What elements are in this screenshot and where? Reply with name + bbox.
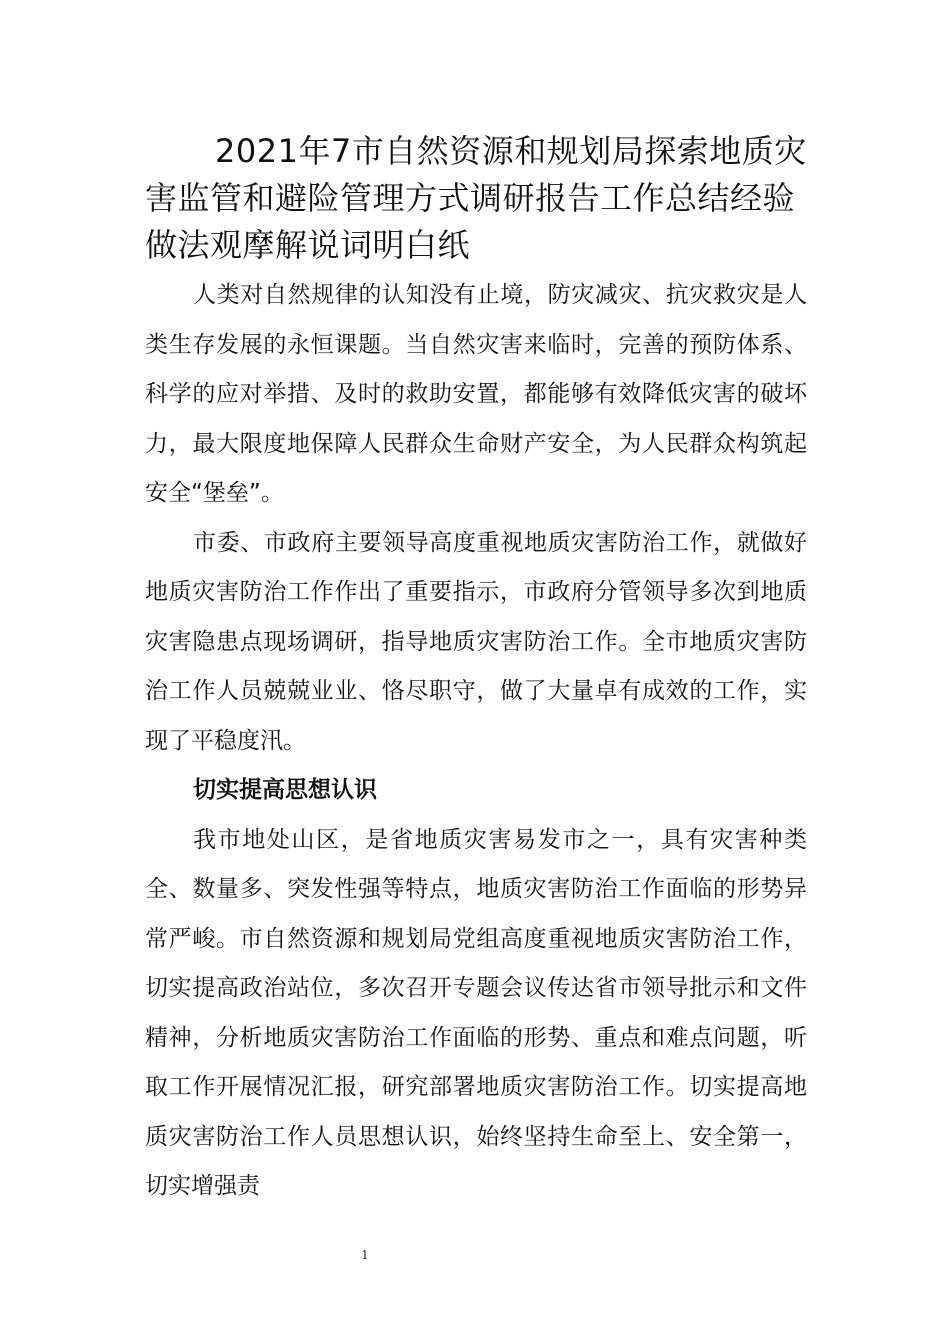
document-body (145, 128, 807, 1212)
page-number: 1 (361, 1248, 369, 1262)
section-heading: 切实提高思想认识 (193, 777, 377, 803)
intro-paragraph: 人类对自然规律的认知没有止境，防灾减灾、抗灾救灾是人类生存发展的永恒课题。当自然灾害来临时，完善的预防体系、科学的应对举措、及时的救助安置，都能够有效降低灾害的破坏力，最大限度地保障人民群众生命财产安全，为人民群众构筑起安全“堡垒”。 (145, 282, 807, 506)
leadership-paragraph: 市委、市政府主要领导高度重视地质灾害防治工作，就做好地质灾害防治工作作出了重要指示，市政府分管领导多次到地质灾害隐患点现场调研，指导地质灾害防治工作。全市地质灾害防治工作人员兢兢业业、恪尽职守，做了大量卓有成效的工作，实现了平稳度汛。 (145, 529, 807, 754)
document-title: 2021年7市自然资源和规划局探索地质灾害监管和避险管理方式调研报告工作总结经验做法观摩解说词明白纸 (145, 132, 807, 264)
section-paragraph: 我市地处山区，是省地质灾害易发市之一，具有灾害种类全、数量多、突发性强等特点，地质灾害防治工作面临的形势异常严峻。市自然资源和规划局党组高度重视地质灾害防治工作，切实提高政治站位，多次召开专题会议传达省市领导批示和文件精神，分析地质灾害防治工作面临的形势、重点和难点问题，听取工作开展情况汇报，研究部署地质灾害防治工作。切实提高地质灾害防治工作人员思想认识，始终坚持生命至上、安全第一，切实增强责 (145, 826, 807, 1199)
